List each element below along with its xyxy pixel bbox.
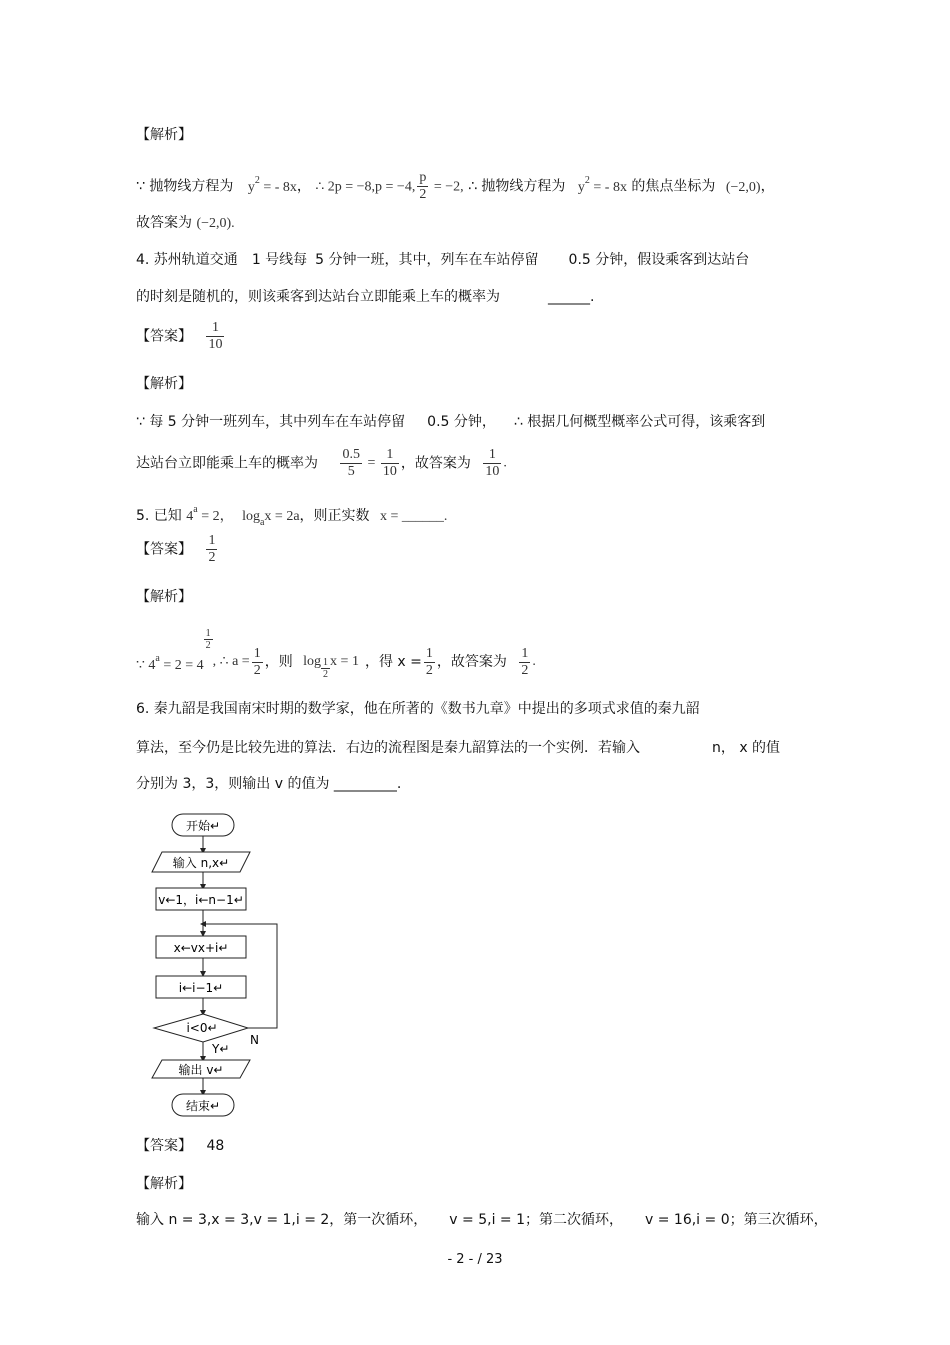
- q5-e-ans: ，故答案为: [436, 654, 507, 670]
- q4-exp1c: ∴ 根据几何概型概率公式可得，该乘客到: [513, 414, 766, 430]
- q3-answer-prefix: 故答案为: [136, 215, 192, 231]
- q3-therefore: ∴ 2p = −8,p = −4,: [315, 179, 416, 195]
- q6-line2a: 算法，至今仍是比较先进的算法．右边的流程图是秦九韶算法的一个实例．若输入: [136, 740, 640, 756]
- q3-eq3b: = - 8x: [589, 179, 627, 195]
- q3-comma1: ，: [296, 178, 311, 195]
- q3-answer-line: [136, 214, 235, 233]
- q5-e-ze: ，则: [264, 654, 293, 670]
- q3-explanation-line1: ∵ 抛物线方程为 $y^2$ = - 8x， ∴ 2p = −8,p = −4, $\frac{p}{2}$ = −2, ∴ 抛物线方程为 $y^2$ = - 8x 的焦点坐标为 (−2,0)，: [136, 170, 775, 202]
- q5-line1a: 5. 已知: [136, 508, 182, 524]
- q4-jiexi-label: 【解析】: [136, 376, 192, 392]
- q4-frac-1-10: $\frac{1}{10}$: [382, 447, 397, 479]
- q4-eq: =: [363, 455, 379, 471]
- flow-step1-text: x←vx+i↵: [173, 941, 229, 955]
- q3-since: ∵ 抛物线方程为: [136, 178, 234, 195]
- q4-exp1a: ∵ 每 5 分钟一班列车，其中列车在车站停留: [136, 414, 406, 430]
- q5-answer: [136, 533, 219, 566]
- q3-jiexi-label: 【解析】: [136, 127, 192, 143]
- q5-e-frac2: $\frac{1}{2}$: [425, 645, 433, 678]
- q4-exp2: [136, 447, 507, 480]
- flow-start-text: 开始↵: [185, 819, 221, 833]
- q6-answer-value: 48: [206, 1138, 225, 1154]
- q6-loop1: 输入 n = 3,x = 3,v = 1,i = 2，第一次循环，: [136, 1212, 428, 1228]
- q5-explanation: [136, 628, 536, 686]
- q5-e-then: , ∴ a =: [212, 654, 250, 669]
- q3-coord: (−2,0): [725, 179, 761, 195]
- q6-line2b: n， x 的值: [712, 740, 781, 756]
- q4-line2a: 的时刻是随机的，则该乘客到达站台立即能乘上车的概率为: [136, 289, 500, 305]
- q6-line2: [136, 739, 780, 757]
- q6-daan-label: 【答案】: [136, 1138, 192, 1154]
- q5-daan-label: 【答案】: [136, 541, 192, 558]
- q6-jiexi-label: 【解析】: [136, 1176, 192, 1192]
- q4-answer-fraction: $\frac{1}{10}$: [208, 320, 223, 352]
- flow-end-text: 结束↵: [185, 1099, 221, 1113]
- q3-therefore2: ∴ 抛物线方程为: [468, 178, 566, 195]
- q5-line1b: ，则正实数: [299, 508, 370, 524]
- q5-e-since: ∵ $4^a = 2 = 4$: [136, 652, 204, 673]
- q5-jiexi-label: 【解析】: [136, 589, 192, 605]
- q6-loop2: v = 5,i = 1；第二次循环，: [449, 1212, 623, 1228]
- q5-e-frac1: $\frac{1}{2}$: [253, 645, 261, 678]
- q4-line1c: 5 分钟一班，其中，列车在车站停留: [315, 252, 539, 268]
- q4-dot: .: [503, 455, 507, 471]
- flow-condition-text: i<0↵: [186, 1021, 218, 1035]
- q4-line1d: 0.5 分钟，假设乘客到达站台: [568, 252, 750, 268]
- q4-exp2b: ，故答案为: [400, 455, 471, 472]
- flow-input-text: 输入 n,x↵: [172, 856, 230, 870]
- flow-yes-label: Y↵: [212, 1042, 230, 1056]
- q3-focus: 的焦点坐标为: [626, 178, 716, 195]
- q3-eq1b: = - 8x: [259, 179, 297, 195]
- flow-step2-text: i←i−1↵: [178, 981, 224, 995]
- q4-line1: [136, 251, 749, 269]
- q4-answer-frac: $\frac{1}{10}$: [485, 447, 500, 479]
- q5-e-half-exp: $\frac{1}{2}$: [205, 628, 211, 651]
- q4-line1a: 4. 苏州轨道交通: [136, 252, 238, 268]
- q4-daan-label: 【答案】: [136, 328, 192, 345]
- q4-exp1: [136, 413, 765, 431]
- flowchart: [140, 810, 300, 1120]
- q5-e-dot: .: [532, 654, 536, 669]
- q3-eq1: y: [247, 179, 255, 195]
- q3-eq2: = −2,: [430, 179, 464, 195]
- q4-exp1b: 0.5 分钟，: [427, 414, 496, 430]
- q5-e-frac3: $\frac{1}{2}$: [521, 645, 529, 678]
- q3-eq3: y: [577, 179, 585, 195]
- flow-init-text: v←1，i←n−1↵: [158, 893, 244, 907]
- q5-e-log: log $\frac{1}{2}$ x = 1: [303, 654, 359, 680]
- q5-blank: x = ______.: [379, 509, 448, 524]
- q3-comma2: ，: [760, 178, 775, 195]
- flow-output-text: 输出 v↵: [178, 1063, 224, 1077]
- page-number: - 2 - / 23: [447, 1252, 503, 1267]
- q3-answer-value: (−2,0).: [196, 216, 235, 231]
- q5-log-eq: $\log_ax = 2a$: [242, 509, 300, 528]
- q4-blank: ______.: [548, 289, 595, 305]
- q6-line1: 6. 秦九韶是我国南宋时期的数学家，他在所著的《数书九章》中提出的多项式求值的秦九韶: [136, 701, 700, 717]
- q4-line1b: 1 号线每: [251, 252, 308, 268]
- flow-no-label: N: [250, 1033, 259, 1047]
- q5-line1: [136, 501, 447, 532]
- q6-line3: 分别为 3，3，则输出 v 的值为 _________.: [136, 776, 402, 792]
- q3-p-over-2: $\frac{p}{2}$: [419, 170, 427, 202]
- q6-explanation-line: [136, 1211, 828, 1229]
- q5-eq1: $4^a = 2$，: [186, 504, 234, 524]
- q4-frac-0.5-5: $\frac{0.5}{5}$: [342, 447, 360, 479]
- q4-line2: [136, 288, 594, 306]
- q6-answer: [136, 1137, 224, 1155]
- q5-e-de: ，得 x =: [364, 654, 422, 670]
- q5-answer-fraction: $\frac{1}{2}$: [208, 533, 216, 565]
- q4-exp2a: 达站台立即能乘上车的概率为: [136, 455, 318, 472]
- q6-loop3: v = 16,i = 0；第三次循环，: [645, 1212, 828, 1228]
- q4-answer: [136, 320, 226, 353]
